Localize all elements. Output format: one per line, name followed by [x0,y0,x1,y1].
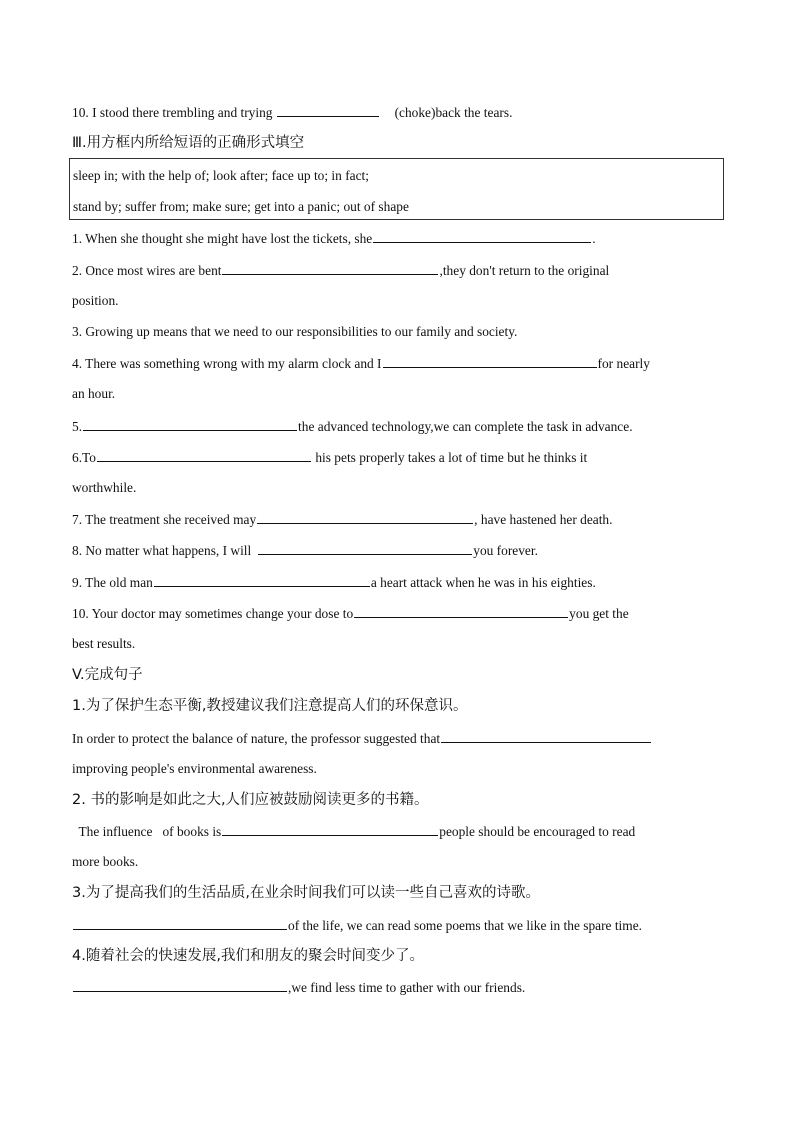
answer-blank[interactable] [383,354,597,368]
answer-blank[interactable] [73,916,287,930]
answer-blank[interactable] [441,729,651,743]
answer-blank[interactable] [222,261,438,275]
answer-blank[interactable] [257,510,473,524]
s3-question-4-cont: an hour. [72,386,116,401]
section-5-heading: V.完成句子 [72,667,143,683]
s5-q1-english-cont: improving people's environmental awareness. [72,761,317,776]
s3-question-5: 5. the advanced technology,we can complete the task in advance. [72,419,633,434]
answer-blank[interactable] [277,103,379,117]
s3-question-10-cont: best results. [72,636,136,651]
answer-blank[interactable] [258,541,472,555]
answer-blank[interactable] [222,822,438,836]
answer-blank[interactable] [97,448,311,462]
s3-question-1: 1. When she thought she might have lost the tickets, she . [72,231,596,246]
s5-q4-chinese: 4.随着社会的快速发展,我们和朋友的聚会时间变少了。 [72,948,424,964]
answer-blank[interactable] [373,229,591,243]
answer-blank[interactable] [154,573,370,587]
s5-q1-english: In order to protect the balance of nature, the professor suggested that [72,729,652,748]
s5-q2-english-cont: more books. [72,854,139,869]
answer-blank[interactable] [73,978,287,992]
phrase-box-line-1: sleep in; with the help of; look after; face up to; in fact; [73,168,369,183]
s3-question-2: 2. Once most wires are bent ,they don't return to the original [72,263,610,278]
s5-q1-chinese: 1.为了保护生态平衡,教授建议我们注意提高人们的环保意识。 [72,698,468,714]
s3-question-2-cont: position. [72,293,119,308]
s3-question-6-cont: worthwhile. [72,480,137,495]
section-3-heading: Ⅲ.用方框内所给短语的正确形式填空 [72,135,305,151]
answer-blank[interactable] [354,604,568,618]
question-10-choke: 10. I stood there trembling and trying (choke)back the tears. [72,105,513,120]
s5-q3-chinese: 3.为了提高我们的生活品质,在业余时间我们可以读一些自己喜欢的诗歌。 [72,885,540,901]
s3-question-4: 4. There was something wrong with my alarm clock and I for nearly [72,356,650,371]
s5-q2-english: The influence of books is people should be encouraged to read [72,824,636,839]
s5-q4-english: ,we find less time to gather with our friends. [72,978,525,997]
s3-question-9: 9. The old man a heart attack when he was in his eighties. [72,575,596,590]
s5-q2-chinese: 2. 书的影响是如此之大,人们应被鼓励阅读更多的书籍。 [72,792,429,808]
answer-blank[interactable] [83,417,297,431]
s3-question-6: 6.To his pets properly takes a lot of time but he thinks it [72,450,588,465]
s3-question-3: 3. Growing up means that we need to our responsibilities to our family and society. [72,324,518,339]
s5-q3-english: of the life, we can read some poems that we like in the spare time. [72,916,642,935]
s3-question-8: 8. No matter what happens, I will you forever. [72,543,538,558]
s3-question-10: 10. Your doctor may sometimes change your dose to you get the [72,606,629,621]
phrase-box [69,158,724,220]
phrase-box-line-2: stand by; suffer from; make sure; get into a panic; out of shape [73,199,409,214]
s3-question-7: 7. The treatment she received may , have hastened her death. [72,512,613,527]
